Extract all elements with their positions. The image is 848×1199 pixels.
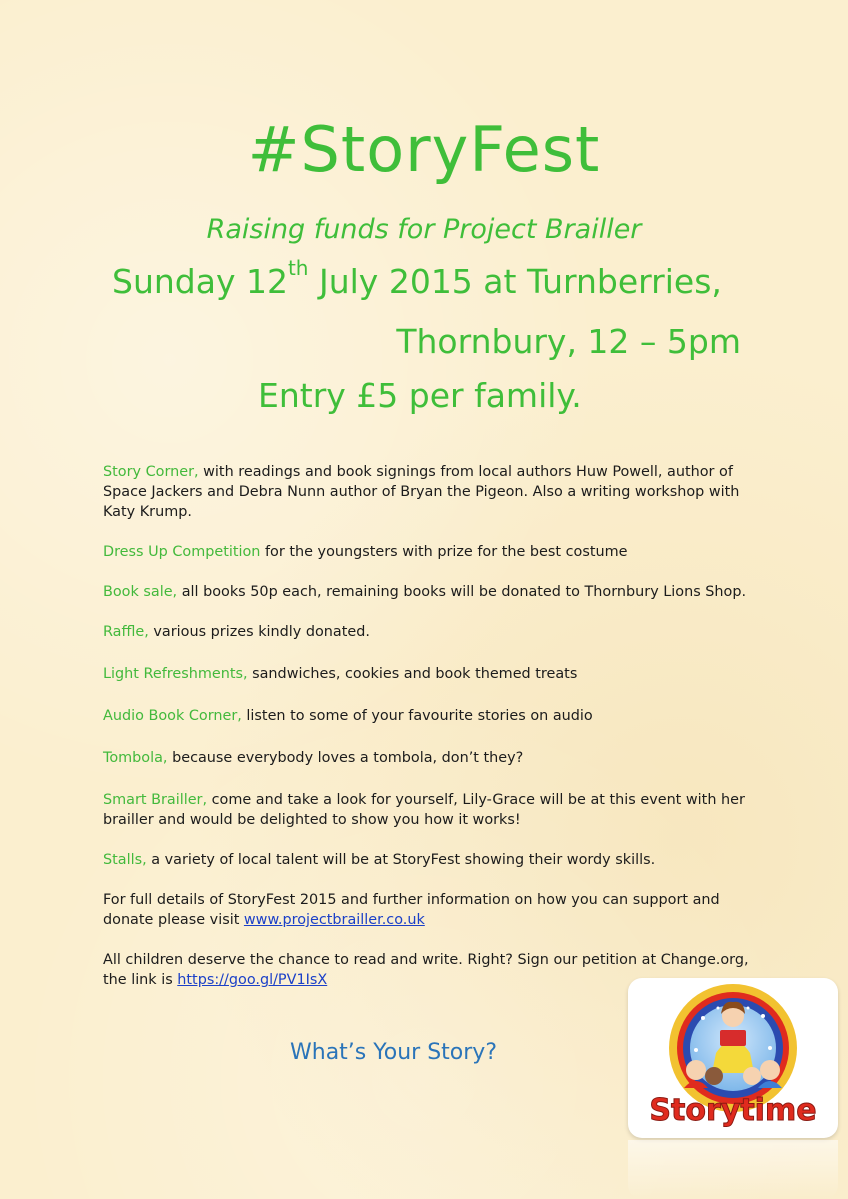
activity-label: Dress Up Competition: [103, 544, 261, 560]
event-entry-fee: Entry £5 per family.: [258, 376, 582, 415]
logo-wordmark: Storytime: [649, 1093, 817, 1128]
activity-text: with readings and book signings from local authors Huw Powell, author of Space Jackers and Debra Nunn author of Bryan the Pigeon. Also a writing workshop with Katy Krump.: [103, 464, 740, 520]
activity-item-tombola: [103, 748, 753, 768]
activity-item-refreshments: [103, 664, 753, 684]
activity-item-book-sale: [103, 582, 753, 602]
date-ordinal: th: [287, 256, 309, 280]
event-date: [112, 256, 722, 301]
logo-reflection: [628, 1140, 838, 1199]
storytime-logo: [628, 978, 838, 1138]
activity-label: Raffle,: [103, 624, 149, 640]
activity-text: a variety of local talent will be at StoryFest showing their wordy skills.: [146, 852, 656, 868]
event-place-time: Thornbury, 12 – 5pm: [396, 322, 741, 361]
website-link[interactable]: www.projectbrailler.co.uk: [243, 912, 425, 928]
date-text-end: July 2015 at Turnberries,: [308, 262, 722, 301]
event-subtitle: Raising funds for Project Brailler: [206, 214, 642, 245]
activity-label: Smart Brailler,: [103, 792, 208, 808]
activity-item-story-corner: [103, 462, 753, 522]
tagline: What’s Your Story?: [290, 1040, 498, 1065]
activity-text: various prizes kindly donated.: [148, 624, 370, 640]
activity-label: Light Refreshments,: [103, 666, 248, 682]
activity-text: listen to some of your favourite stories on audio: [241, 708, 593, 724]
petition-link[interactable]: https://goo.gl/PV1IsX: [177, 972, 328, 988]
activity-label: Tombola,: [103, 750, 168, 766]
activity-text: all books 50p each, remaining books will be donated to Thornbury Lions Shop.: [177, 584, 747, 600]
activity-label: Book sale,: [103, 584, 178, 600]
storytime-logo-graphic: [628, 978, 838, 1138]
activity-text: because everybody loves a tombola, don’t they?: [167, 750, 524, 766]
activity-text: come and take a look for yourself, Lily-Grace will be at this event with her brailler and would be delighted to show you how it works!: [103, 792, 745, 828]
activity-item-raffle: [103, 622, 753, 642]
event-title: #StoryFest: [247, 113, 601, 186]
activity-item-stalls: [103, 850, 753, 870]
activity-item-smart-brailler: [103, 790, 753, 830]
activity-label: Audio Book Corner,: [103, 708, 242, 724]
activity-item-dress-up: [103, 542, 753, 562]
activity-text: sandwiches, cookies and book themed treats: [247, 666, 578, 682]
activity-item-audio-book: [103, 706, 753, 726]
details-text: For full details of StoryFest 2015 and further information on how you can support and donate please visit: [103, 892, 720, 928]
activity-text: for the youngsters with prize for the best costume: [260, 544, 628, 560]
activity-label: Stalls,: [103, 852, 147, 868]
activity-label: Story Corner,: [103, 464, 199, 480]
activity-list: [103, 462, 753, 1010]
details-paragraph: [103, 890, 753, 930]
date-text-start: Sunday 12: [112, 262, 288, 301]
petition-text: All children deserve the chance to read and write. Right? Sign our petition at Change.org, the link is: [103, 952, 749, 988]
